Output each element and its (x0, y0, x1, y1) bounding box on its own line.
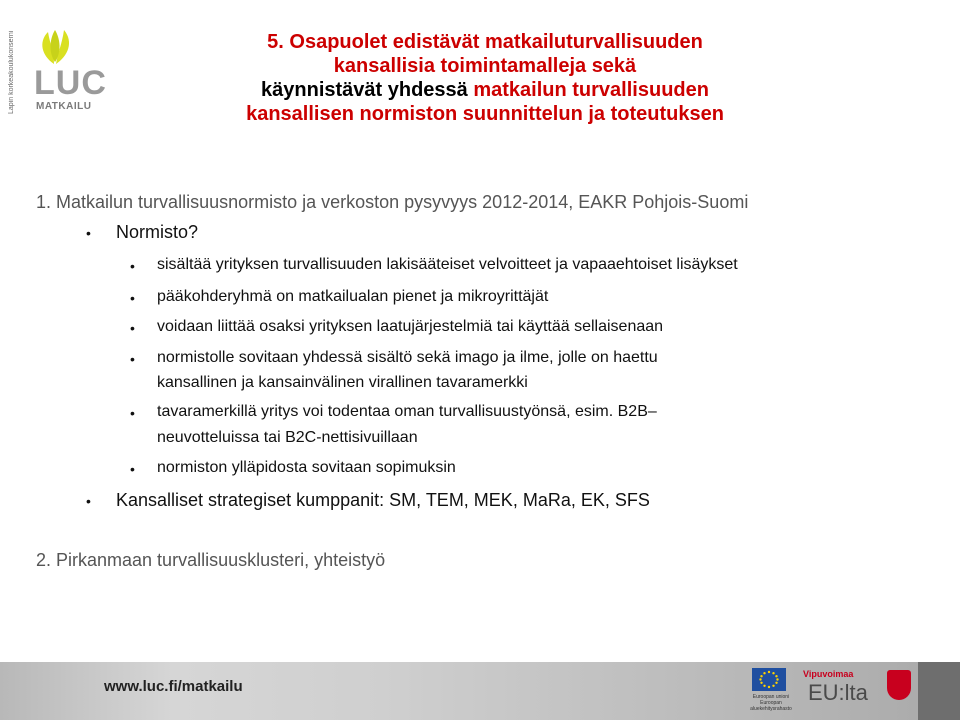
coat-of-arms-icon (887, 670, 911, 700)
leaf-logo-icon (34, 28, 78, 66)
numbered-item-2: 2. Pirkanmaan turvallisuusklusteri, yhteistyö (36, 550, 386, 570)
title-line-1: 5. Osapuolet edistävät matkailuturvallisuuden (267, 31, 703, 53)
eu-caption: Euroopan unioni Euroopan aluekehitysrahasto (750, 694, 792, 712)
luc-matkailu-logo (4, 14, 107, 124)
slide-title (150, 30, 820, 126)
sub-bullet-4-line-2: kansallinen ja kansainvälinen virallinen tavaramerkki (157, 374, 528, 391)
sub-bullet-4-line-1: normistolle sovitaan yhdessä sisältö sekä imago ja ilme, jolle on haettu (157, 349, 658, 366)
title-line-3-accent: matkailun turvallisuuden (473, 79, 709, 101)
bear-photo (918, 662, 960, 720)
bullet-marker: • (130, 258, 135, 274)
bullet-marker: • (130, 405, 135, 421)
title-line-4: kansallisen normiston suunnittelun ja toteutuksen (246, 103, 724, 125)
logo-vertical-text: Lapin korkeakoulukonserni (8, 30, 15, 114)
sub-bullet-6: normiston ylläpidosta sovitaan sopimuksin (157, 459, 456, 476)
bullet-partners: Kansalliset strategiset kumppanit: SM, TEM, MEK, MaRa, EK, SFS (116, 490, 650, 510)
bullet-marker: • (86, 493, 91, 509)
bullet-marker: • (130, 461, 135, 477)
bullet-normisto: Normisto? (116, 222, 199, 242)
vipuvoimaa-label: Vipuvoimaa (803, 669, 854, 679)
title-line-2: kansallisia toimintamalleja sekä (333, 55, 637, 77)
eulta-label: EU:lta (808, 680, 868, 705)
sub-bullet-1: sisältää yrityksen turvallisuuden lakisääteiset velvoitteet ja vapaaehtoiset lisäykset (157, 256, 738, 273)
bullet-marker: • (130, 290, 135, 306)
numbered-item-1: 1. Matkailun turvallisuusnormisto ja verkoston pysyvyys 2012-2014, EAKR Pohjois-Suomi (36, 192, 749, 212)
title-line-3-plain: käynnistävät yhdessä (261, 79, 474, 101)
footer-url: www.luc.fi/matkailu (104, 678, 243, 695)
sub-bullet-5-line-1: tavaramerkillä yritys voi todentaa oman turvallisuustyönsä, esim. B2B– (157, 403, 657, 420)
bullet-marker: • (86, 225, 91, 241)
bullet-marker: • (130, 320, 135, 336)
sub-bullet-5-line-2: neuvotteluissa tai B2C-nettisivuillaan (157, 429, 418, 446)
logo-name: LUC (34, 64, 107, 102)
eu-flag-icon (752, 668, 786, 691)
sub-bullet-2: pääkohderyhmä on matkailualan pienet ja mikroyrittäjät (157, 288, 549, 305)
sub-bullet-3: voidaan liittää osaksi yrityksen laatujärjestelmiä tai käyttää sellaisenaan (157, 318, 664, 335)
logo-subtitle: MATKAILU (36, 101, 92, 112)
bullet-marker: • (130, 351, 135, 367)
